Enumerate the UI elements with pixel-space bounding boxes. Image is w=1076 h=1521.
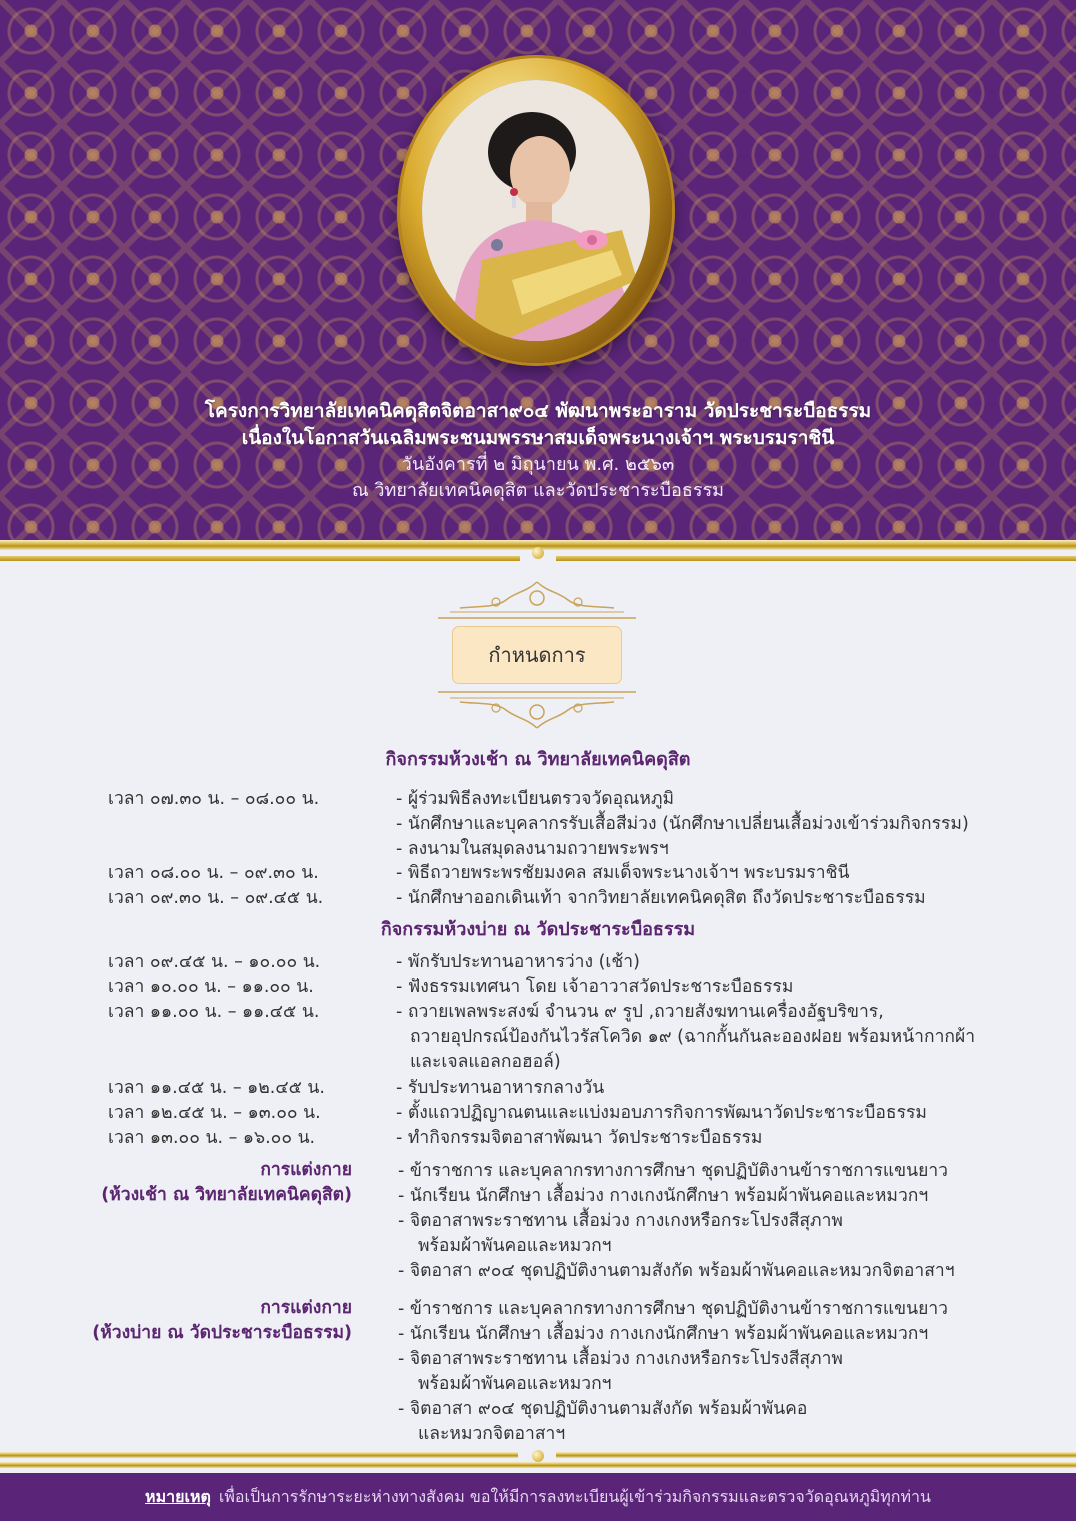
note-text: เพื่อเป็นการรักษาระยะห่างทางสังคม ขอให้มีการลงทะเบียนผู้เข้าร่วมกิจกรรมและตรวจวัดอุณหภูมิทุกท่าน [218,1486,931,1506]
dress-morning-item-3: - จิตอาสาพระราชทาน เสื้อม่วง กางเกงหรือกระโปรงสีสุภาพ [398,1211,843,1231]
afternoon-item-5: - ตั้งแถวปฏิญาณตนและแบ่งมอบภารกิจการพัฒนาวัดประชาระบือธรรม [396,1103,927,1123]
note-label: หมายเหตุ [145,1486,211,1506]
dress-morning-item-2: - นักเรียน นักศึกษา เสื้อม่วง กางเกงนักศึกษา พร้อมผ้าพันคอและหมวกฯ [398,1186,929,1206]
ornament-top [436,578,638,622]
footer-note [0,1473,1076,1521]
dress-morning-item-3-cont: พร้อมผ้าพันคอและหมวกฯ [418,1236,612,1256]
ornament-bottom [436,688,638,732]
dress-morning-item-4: - จิตอาสา ๙๐๔ ชุดปฏิบัติงานตามสังกัด พร้อมผ้าพันคอและหมวกจิตอาสาฯ [398,1261,955,1281]
morning-time-5: เวลา ๐๙.๓๐ น. – ๐๙.๔๕ น. [108,888,324,908]
event-title-line-2: เนื่องในโอกาสวันเฉลิมพระชนมพรรษาสมเด็จพระนางเจ้าฯ พระบรมราชินี [241,427,835,449]
gold-oval-frame [400,58,672,363]
afternoon-item-3-cont-2: และเจลแอลกอฮอล์) [410,1052,561,1072]
schedule-title-box [453,627,621,683]
portrait-illustration [422,80,650,341]
afternoon-time-1: เวลา ๐๙.๔๕ น. – ๑๐.๐๐ น. [108,952,321,972]
dress-morning-sublabel: (ห้วงเช้า ณ วิทยาลัยเทคนิคดุสิต) [101,1185,352,1205]
dress-afternoon-sublabel: (ห้วงบ่าย ณ วัดประชาระบือธรรม) [92,1323,352,1343]
gold-line-right [556,556,1076,561]
dress-afternoon-item-4: - จิตอาสา ๙๐๔ ชุดปฏิบัติงานตามสังกัด พร้อมผ้าพันคอ [398,1399,808,1419]
morning-item-3: - ลงนามในสมุดลงนามถวายพระพรฯ [396,839,669,859]
portrait-photo [422,80,650,341]
dress-afternoon-label: การแต่งกาย [260,1298,352,1318]
morning-heading: กิจกรรมห้วงเช้า ณ วิทยาลัยเทคนิคดุสิต [385,749,691,770]
gold-divider-bottom-right [556,1452,1076,1458]
gold-line-left [0,556,520,561]
event-title-block [0,398,1076,504]
gold-center-dot [532,547,544,559]
morning-time-1: เวลา ๐๗.๓๐ น. – ๐๘.๐๐ น. [108,789,320,809]
afternoon-time-2: เวลา ๑๐.๐๐ น. – ๑๑.๐๐ น. [108,977,314,997]
morning-item-5: - นักศึกษาออกเดินเท้า จากวิทยาลัยเทคนิคดุสิต ถึงวัดประชาระบือธรรม [396,888,926,908]
afternoon-item-3-cont-1: ถวายอุปกรณ์ป้องกันไวรัสโควิด ๑๙ (ฉากกั้นกันละอองฝอย พร้อมหน้ากากผ้า [410,1027,976,1047]
afternoon-item-6: - ทำกิจกรรมจิตอาสาพัฒนา วัดประชาระบือธรรม [396,1128,763,1148]
dress-afternoon-item-2: - นักเรียน นักศึกษา เสื้อม่วง กางเกงนักศึกษา พร้อมผ้าพันคอและหมวกฯ [398,1324,929,1344]
dress-afternoon-item-3: - จิตอาสาพระราชทาน เสื้อม่วง กางเกงหรือกระโปรงสีสุภาพ [398,1349,843,1369]
header-banner [0,0,1076,540]
morning-item-4: - พิธีถวายพระพรชัยมงคล สมเด็จพระนางเจ้าฯ พระบรมราชินี [396,863,850,883]
event-title-line-1: โครงการวิทยาลัยเทคนิคดุสิตจิตอาสา๙๐๔ พัฒนาพระอาราม วัดประชาระบือธรรม [204,400,872,422]
gold-center-dot-bottom [532,1450,544,1462]
afternoon-time-5: เวลา ๑๒.๔๕ น. – ๑๓.๐๐ น. [108,1103,321,1123]
afternoon-time-4: เวลา ๑๑.๔๕ น. – ๑๒.๔๕ น. [108,1078,325,1098]
afternoon-item-4: - รับประทานอาหารกลางวัน [396,1078,605,1098]
afternoon-item-2: - ฟังธรรมเทศนา โดย เจ้าอาวาสวัดประชาระบือธรรม [396,977,794,997]
dress-morning-item-1: - ข้าราชการ และบุคลากรทางการศึกษา ชุดปฏิบัติงานข้าราชการแขนยาว [398,1161,949,1181]
dress-afternoon-item-4-cont: และหมวกจิตอาสาฯ [418,1424,566,1444]
afternoon-item-1: - พักรับประทานอาหารว่าง (เช้า) [396,952,640,972]
morning-item-2: - นักศึกษาและบุคลากรรับเสื้อสีม่วง (นักศึกษาเปลี่ยนเสื้อม่วงเข้าร่วมกิจกรรม) [396,814,969,834]
afternoon-item-3: - ถวายเพลพระสงฆ์ จำนวน ๙ รูป ,ถวายสังฆทานเครื่องอัฐบริขาร, [396,1002,884,1022]
schedule-title: กำหนดการ [488,643,586,667]
dress-afternoon-item-1: - ข้าราชการ และบุคลากรทางการศึกษา ชุดปฏิบัติงานข้าราชการแขนยาว [398,1299,949,1319]
morning-item-1: - ผู้ร่วมพิธีลงทะเบียนตรวจวัดอุณหภูมิ [396,789,675,809]
afternoon-heading: กิจกรรมห้วงบ่าย ณ วัดประชาระบือธรรม [380,919,696,940]
morning-time-4: เวลา ๐๘.๐๐ น. – ๐๙.๓๐ น. [108,863,319,883]
dress-morning-label: การแต่งกาย [260,1160,352,1180]
gold-divider-bottom [0,1462,1076,1468]
gold-divider-bottom-left [0,1452,518,1458]
dress-afternoon-item-3-cont: พร้อมผ้าพันคอและหมวกฯ [418,1374,612,1394]
event-venue: ณ วิทยาลัยเทคนิคดุสิต และวัดประชาระบือธรรม [351,480,725,501]
event-date: วันอังคารที่ ๒ มิถุนายน พ.ศ. ๒๕๖๓ [401,454,675,475]
afternoon-time-6: เวลา ๑๓.๐๐ น. – ๑๖.๐๐ น. [108,1128,316,1148]
afternoon-time-3: เวลา ๑๑.๐๐ น. – ๑๑.๔๕ น. [108,1002,320,1022]
